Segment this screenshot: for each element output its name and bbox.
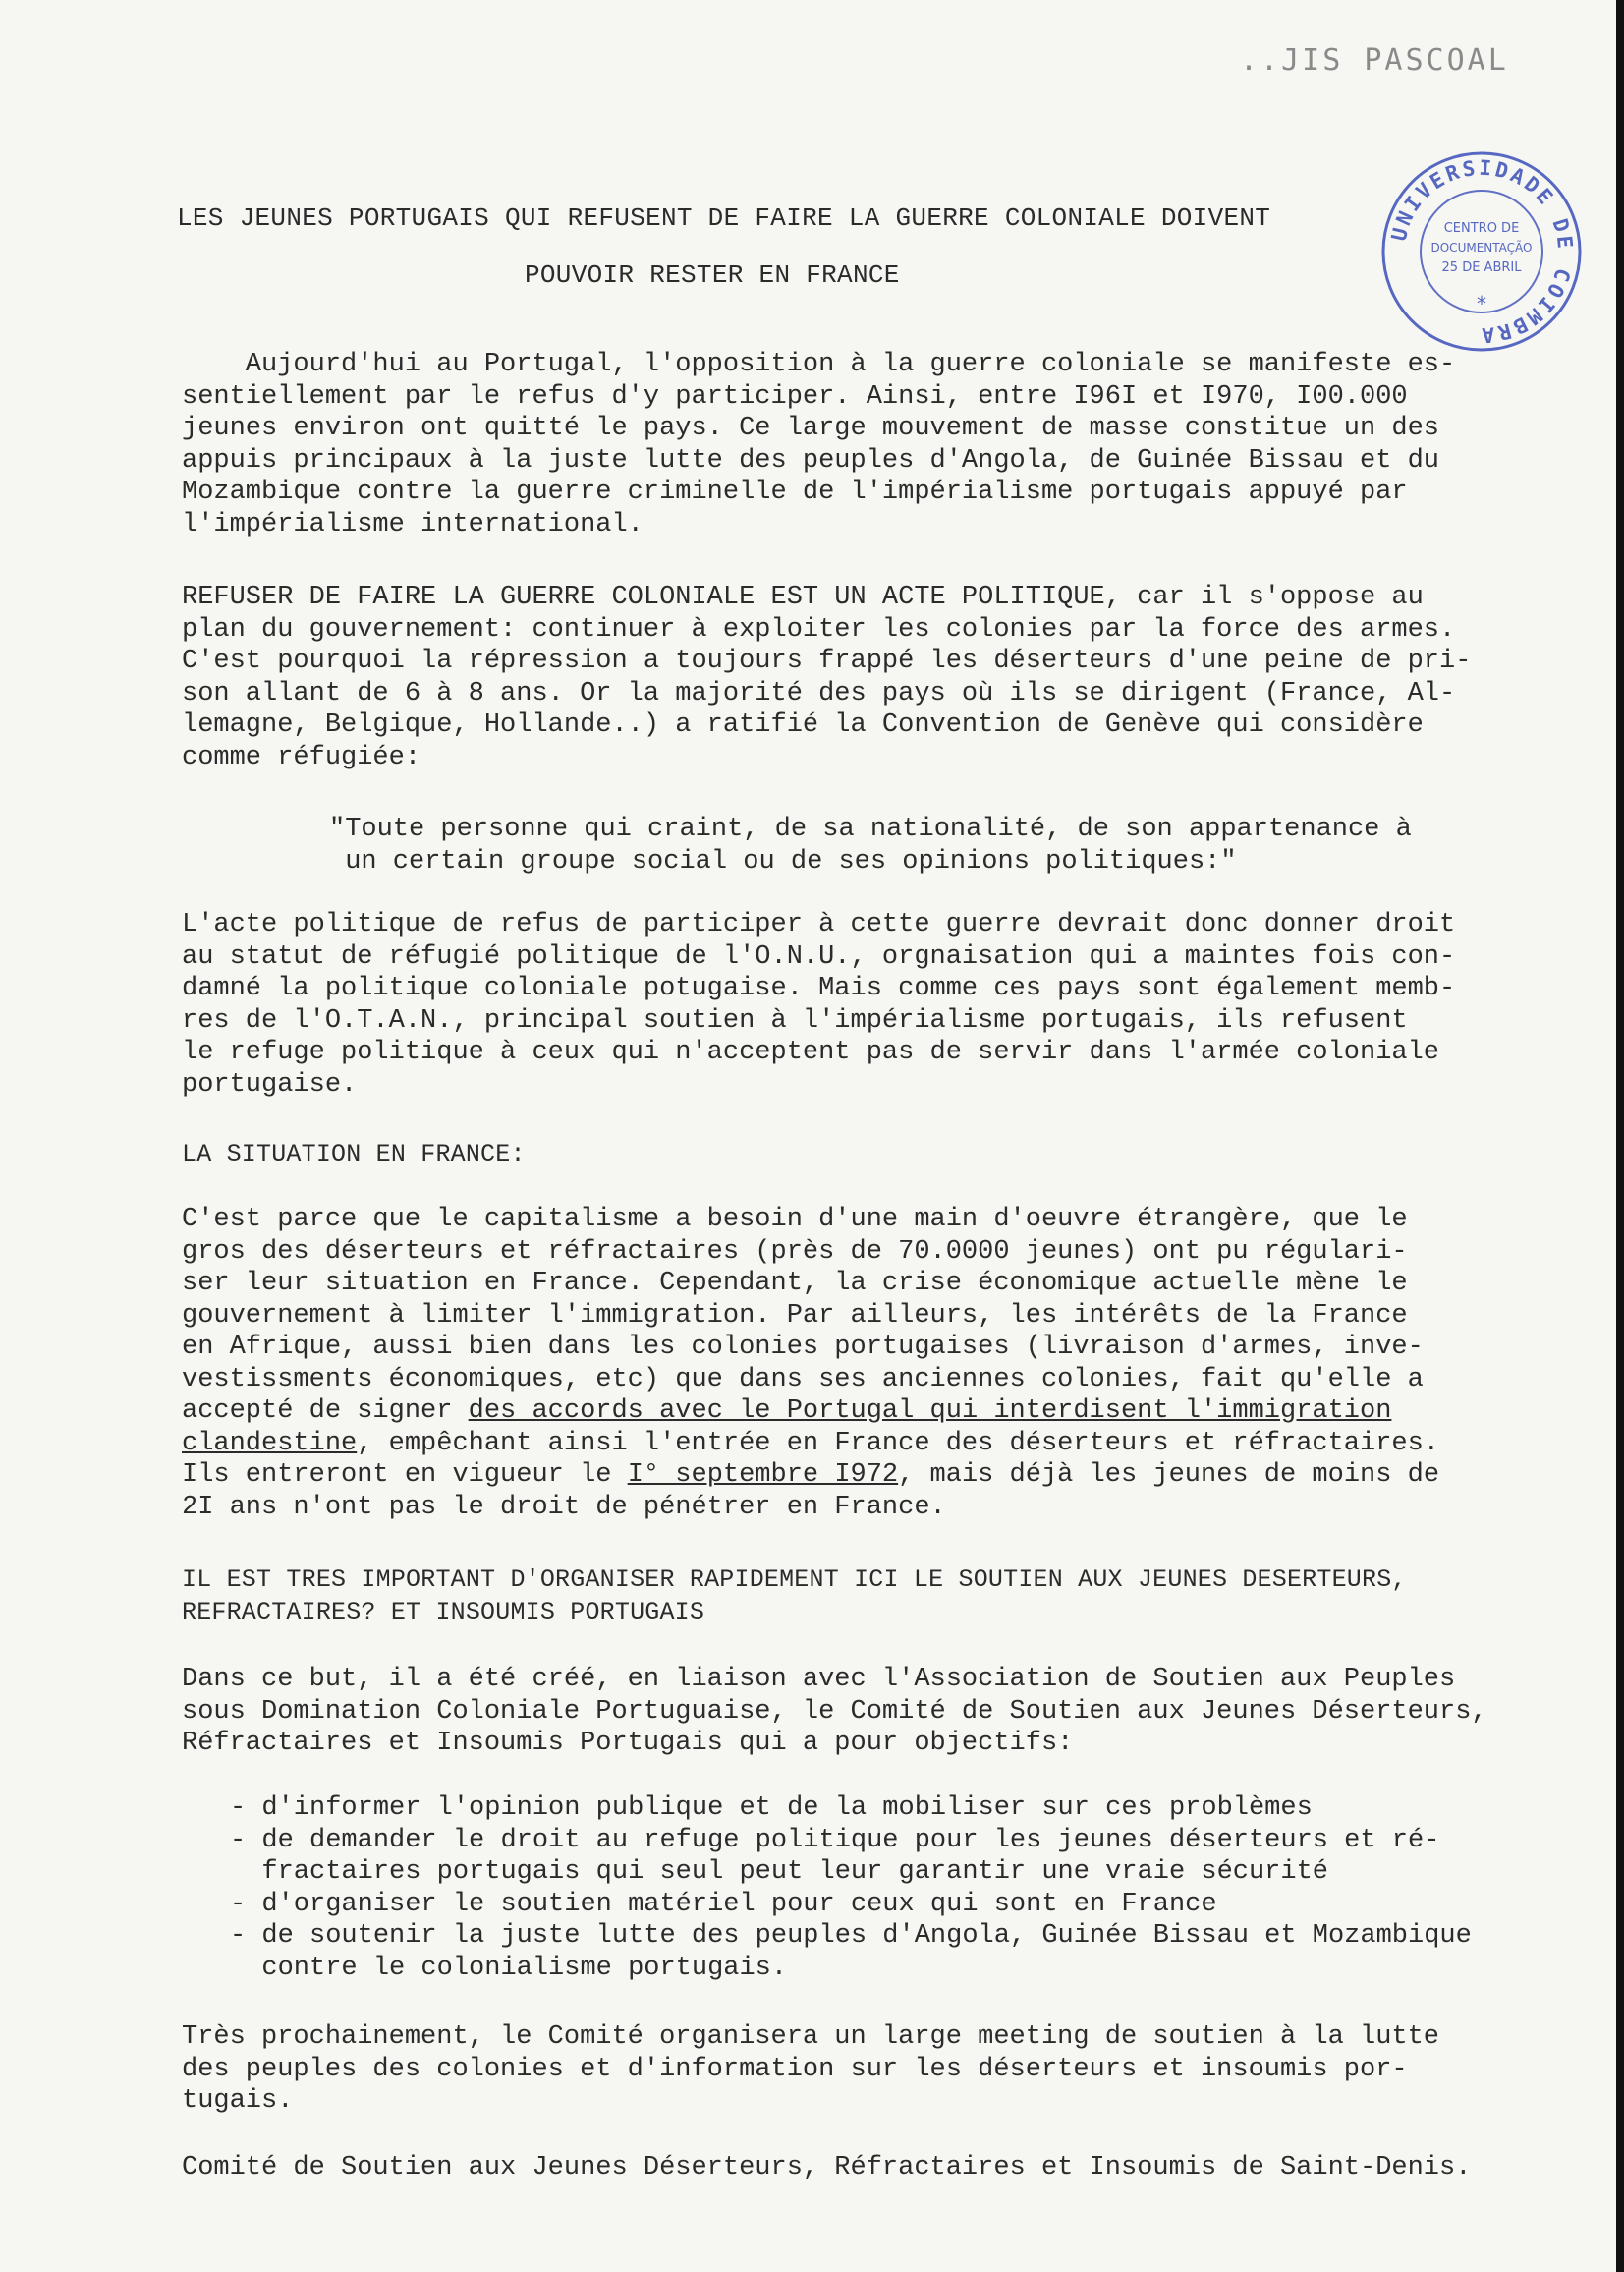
stamp-line1: CENTRO DE: [1443, 221, 1520, 236]
text-line: C'est parce que le capitalisme a besoin d'une main d'oeuvre étrangère, que le: [182, 1205, 1408, 1234]
university-stamp: [1377, 147, 1586, 356]
text-line: 2I ans n'ont pas le droit de pénétrer en France.: [182, 1492, 946, 1522]
text-line: vestissments économiques, etc) que dans ses anciennes colonies, fait qu'elle a: [182, 1364, 1424, 1394]
text-line: C'est pourquoi la répression a toujours frappé les déserteurs d'une peine de pri-: [182, 647, 1472, 676]
section-heading-support: [182, 1564, 1557, 1628]
text-line: accepté de signer: [182, 1396, 469, 1426]
text-line: plan du gouvernement: continuer à exploiter les colonies par la force des armes.: [182, 614, 1456, 645]
stamp-line3: 25 DE ABRIL: [1441, 260, 1522, 275]
scan-edge: [1616, 0, 1624, 2272]
text-line: un certain groupe social ou de ses opinions politiques:": [329, 846, 1237, 877]
text-line: appuis principaux à la juste lutte des peuples d'Angola, de Guinée Bissau et du: [182, 445, 1440, 476]
list-item: - d'informer l'opinion publique et de la mobiliser sur ces problèmes: [230, 1793, 1313, 1823]
text-line: Aujourd'hui au Portugal, l'opposition à la guerre coloniale se manifeste es-: [182, 350, 1456, 379]
list-item: fractaires portugais qui seul peut leur garantir une vraie sécurité: [230, 1857, 1328, 1887]
text-line: Très prochainement, le Comité organisera un large meeting de soutien à la lutte: [182, 2022, 1440, 2052]
underlined-text: des accords avec le Portugal qui interdisent l'immigration: [468, 1396, 1392, 1426]
text-line: comme réfugiée:: [182, 742, 421, 772]
paragraph-political-act: [182, 582, 1498, 773]
heading-line: REFRACTAIRES? ET INSOUMIS PORTUGAIS: [182, 1597, 705, 1626]
title-line-2: POUVOIR RESTER EN FRANCE: [525, 260, 900, 290]
paragraph-intro: [182, 349, 1498, 540]
paragraph-situation-france: [182, 1204, 1498, 1523]
text-line: en Afrique, aussi bien dans les colonies portugaises (livraison d'armes, inve-: [182, 1333, 1424, 1362]
text-line: damné la politique coloniale potugaise. Mais comme ces pays sont également memb-: [182, 974, 1456, 1003]
text-line: tugais.: [182, 2086, 294, 2116]
text-line: L'acte politique de refus de participer à cette guerre devrait donc donner droit: [182, 910, 1456, 939]
text-line: sous Domination Coloniale Portuguaise, le Comité de Soutien aux Jeunes Déserteurs,: [182, 1696, 1487, 1727]
text-line: ser leur situation en France. Cependant, la crise économique actuelle mène le: [182, 1269, 1408, 1298]
text-line: Mozambique contre la guerre criminelle de l'impérialisme portugais appuyé par: [182, 478, 1408, 507]
text-line: , empêchant ainsi l'entrée en France des déserteurs et réfractaires.: [357, 1428, 1440, 1458]
text-line: gros des déserteurs et réfractaires (près de 70.0000 jeunes) ont pu régulari-: [182, 1236, 1408, 1267]
text-line: Ils entreront en vigueur le: [182, 1460, 628, 1490]
text-line: gouvernement à limiter l'immigration. Par ailleurs, les intérêts de la France: [182, 1300, 1408, 1331]
text-line: , mais déjà les jeunes de moins de: [898, 1460, 1440, 1490]
geneva-quote: [329, 814, 1508, 878]
list-item: contre le colonialisme portugais.: [230, 1953, 788, 1983]
section-heading-france: LA SITUATION EN FRANCE:: [182, 1140, 526, 1168]
text-line: Réfractaires et Insoumis Portugais qui a pour objectifs:: [182, 1729, 1074, 1758]
text-line: l'impérialisme international.: [182, 509, 644, 540]
signature: Comité de Soutien aux Jeunes Déserteurs, Réfractaires et Insoumis de Saint-Denis.: [182, 2153, 1472, 2183]
text-line: portugaise.: [182, 1069, 358, 1100]
text-line: "Toute personne qui craint, de sa nationalité, de son appartenance à: [329, 815, 1412, 844]
list-item: - de demander le droit au refuge politique pour les jeunes déserteurs et ré-: [230, 1825, 1440, 1855]
text-line: au statut de réfugié politique de l'O.N.U., orgnaisation qui a maintes fois con-: [182, 941, 1456, 972]
text-line: Dans ce but, il a été créé, en liaison avec l'Association de Soutien aux Peuples: [182, 1665, 1456, 1694]
underlined-text: clandestine: [182, 1428, 358, 1458]
stamp-seal-icon: [1377, 147, 1586, 356]
paragraph-refugee-status: [182, 909, 1498, 1101]
list-item: - de soutenir la juste lutte des peuples d'Angola, Guinée Bissau et Mozambique: [230, 1921, 1472, 1951]
stamp-ring-text: UNIVERSIDADE DE COIMBRA: [1386, 155, 1578, 348]
text-line: jeunes environ ont quitté le pays. Ce large mouvement de masse constitue un des: [182, 414, 1440, 443]
paragraph-committee: [182, 1664, 1498, 1760]
paragraph-meeting: [182, 2021, 1498, 2118]
heading-line: IL EST TRES IMPORTANT D'ORGANISER RAPIDEMENT ICI LE SOUTIEN AUX JEUNES DESERTEURS,: [182, 1565, 1407, 1594]
underlined-date: I° septembre I972: [627, 1460, 899, 1490]
text-line: son allant de 6 à 8 ans. Or la majorité des pays où ils se dirigent (France, Al-: [182, 678, 1456, 709]
archive-mark: ..JIS PASCOAL: [1240, 43, 1509, 78]
text-line: lemagne, Belgique, Hollande..) a ratifié la Convention de Genève qui considère: [182, 710, 1424, 740]
text-line: sentiellement par le refus d'y participer. Ainsi, entre I96I et I970, I00.000: [182, 381, 1408, 412]
stamp-line2: DOCUMENTAÇÃO: [1430, 241, 1533, 255]
text-line: REFUSER DE FAIRE LA GUERRE COLONIALE EST UN ACTE POLITIQUE, car il s'oppose au: [182, 583, 1424, 612]
title-line-1: LES JEUNES PORTUGAIS QUI REFUSENT DE FAIRE LA GUERRE COLONIALE DOIVENT: [177, 203, 1271, 233]
text-line: le refuge politique à ceux qui n'acceptent pas de servir dans l'armée coloniale: [182, 1038, 1440, 1067]
list-item: - d'organiser le soutien matériel pour ceux qui sont en France: [230, 1889, 1217, 1919]
text-line: des peuples des colonies et d'information sur les déserteurs et insoumis por-: [182, 2054, 1408, 2084]
stamp-star: *: [1477, 292, 1486, 315]
page-title: [177, 190, 1356, 304]
objectives-list: [230, 1792, 1507, 1984]
text-line: res de l'O.T.A.N., principal soutien à l'impérialisme portugais, ils refusent: [182, 1005, 1408, 1036]
